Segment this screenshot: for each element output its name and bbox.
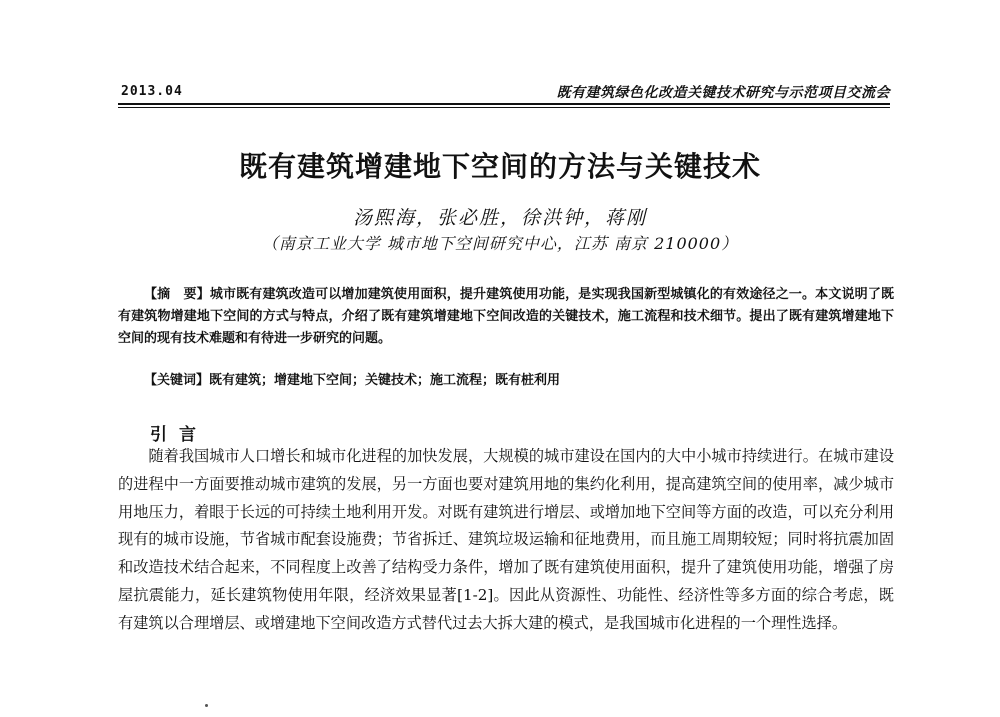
header-rule-thin [118,107,890,108]
keywords-text: 既有建筑；增建地下空间；关键技术；施工流程；既有桩利用 [209,373,561,388]
abstract [118,284,894,350]
abstract-text: 城市既有建筑改造可以增加建筑使用面积，提升建筑使用功能，是实现我国新型城镇化的有效途径之一。本文说明了既有建筑物增建地下空间的方式与特点，介绍了既有建筑增建地下空间改造的关键技术，施工流程和技术细节。提出了既有建筑增建地下空间的现有技术难题和有待进一步研究的问题。 [118,287,894,346]
article-title: 既有建筑增建地下空间的方法与关键技术 [238,150,761,183]
article-authors: 汤熙海，张必胜，徐洪钟，蒋刚 [352,207,647,229]
scan-speck [205,704,208,707]
header-rule [118,103,890,105]
header-date: 2013.04 [121,84,183,99]
body-paragraph: 随着我国城市人口增长和城市化进程的加快发展，大规模的城市建设在国内的大中小城市持续进行。在城市建设的进程中一方面要推动城市建筑的发展，另一方面也要对建筑用地的集约化利用，提高建筑空间的使用率，减少城市用地压力，着眼于长远的可持续土地利用开发。对既有建筑进行增层、或增加地下空间等方面的改造，可以充分利用现有的城市设施，节省城市配套设施费；节省拆迁、建筑垃圾运输和征地费用，而且施工周期较短；同时将抗震加固和改造技术结合起来，不同程度上改善了结构受力条件，增加了既有建筑使用面积，提升了建筑使用功能，增强了房屋抗震能力，延长建筑物使用年限，经济效果显著[1-2]。因此从资源性、功能性、经济性等多方面的综合考虑，既有建筑以合理增层、或增建地下空间改造方式替代过去大拆大建的模式，是我国城市化进程的一个理性选择。 [118,447,894,632]
header-conference: 既有建筑绿色化改造关键技术研究与示范项目交流会 [556,85,890,101]
keywords [118,370,894,392]
abstract-label: 【摘 要】 [144,287,210,302]
section-heading: 引言 [150,425,208,445]
keywords-label: 【关键词】 [144,373,210,388]
article-affiliation: （南京工业大学 城市地下空间研究中心，江苏 南京 210000） [261,234,739,253]
